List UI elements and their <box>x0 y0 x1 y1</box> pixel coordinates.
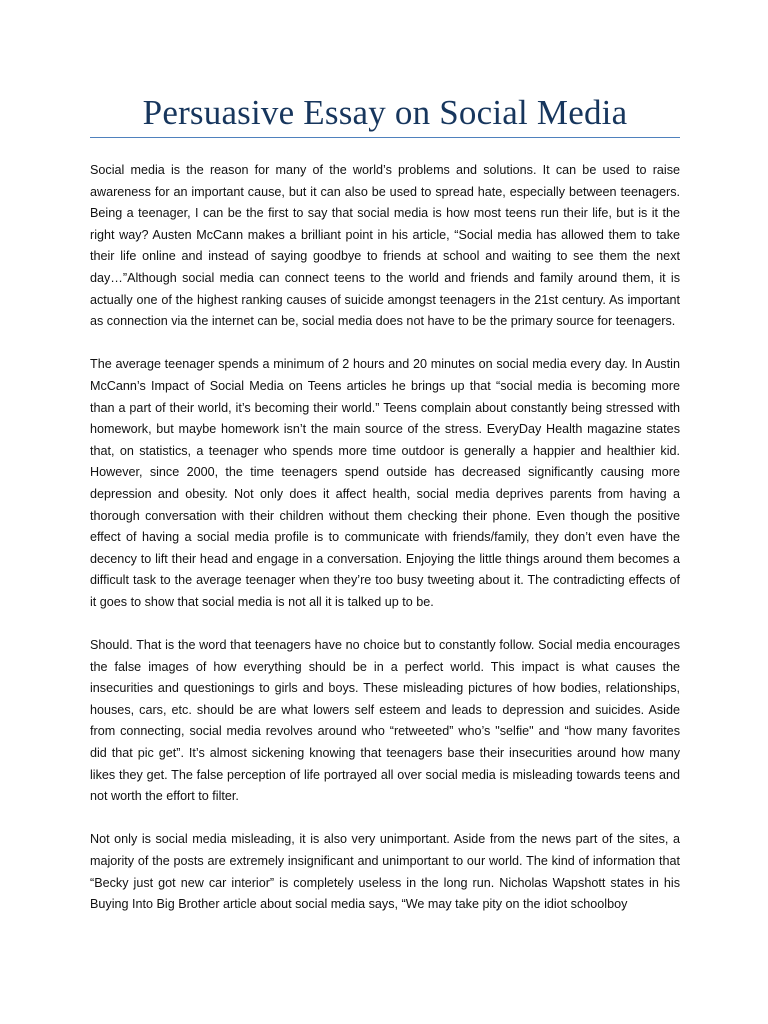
paragraph: Should. That is the word that teenagers have no choice but to constantly follow. Social media encourages the false images of how everything should be in a perfect world. This impact is what causes the insecurities and questionings to girls and boys. These misleading pictures of how bodies, relationships, houses, cars, etc. should be are what lowers self esteem and leads to depression and suicides. Aside from connecting, social media revolves around who “retweeted” who’s "selfie" and “how many favorites did that pic get”. It’s almost sickening knowing that teenagers base their insecurities around how many likes they get. The false perception of life portrayed all over social media is misleading towards teens and not worth the effort to filter. <box>90 638 680 804</box>
paragraph: The average teenager spends a minimum of 2 hours and 20 minutes on social media every day. In Austin McCann’s Impact of Social Media on Teens articles he brings up that “social media is becoming more than a part of their world, it’s becoming their world.” Teens complain about constantly being stressed with homework, but maybe homework isn’t the main source of the stress. EveryDay Health magazine states that, on statistics, a teenager who spends more time outdoor is generally a happier and healthier kid. However, since 2000, the time teenagers spend outside has decreased significantly causing more depression and obesity. Not only does it affect health, social media deprives parents from having a thorough conversation with their children without them checking their phone. Even though the positive effect of having a social media profile is to communicate with friends/family, they don’t even have the decency to lift their head and engage in a conversation. Enjoying the little things around them becomes a difficult task to the average teenager when they’re too busy tweeting about it. The contradicting effects of it goes to show that social media is not all it is talked up to be. <box>90 357 680 609</box>
essay-body <box>90 160 680 937</box>
document-title: Persuasive Essay on Social Media <box>142 93 628 132</box>
paragraph: Social media is the reason for many of the world’s problems and solutions. It can be used to raise awareness for an important cause, but it can also be used to spread hate, especially between teenagers. Being a teenager, I can be the first to say that social media is how most teens run their life, but is it the right way? Austen McCann makes a brilliant point in his article, “Social media has allowed them to take their life online and instead of saying goodbye to friends at school and waiting to see them the next day…”Although social media can connect teens to the world and friends and family around them, it is actually one of the highest ranking causes of suicide amongst teenagers in the 21st century. As important as connection via the internet can be, social media does not have to be the primary source for teenagers. <box>90 163 680 329</box>
paragraph: Not only is social media misleading, it is also very unimportant. Aside from the news part of the sites, a majority of the posts are extremely insignificant and unimportant to our world. The kind of information that “Becky just got new car interior” is completely useless in the long run. Nicholas Wapshott states in his Buying Into Big Brother article about social media says, “We may take pity on the idiot schoolboy <box>90 832 680 912</box>
title-underline <box>90 137 680 138</box>
